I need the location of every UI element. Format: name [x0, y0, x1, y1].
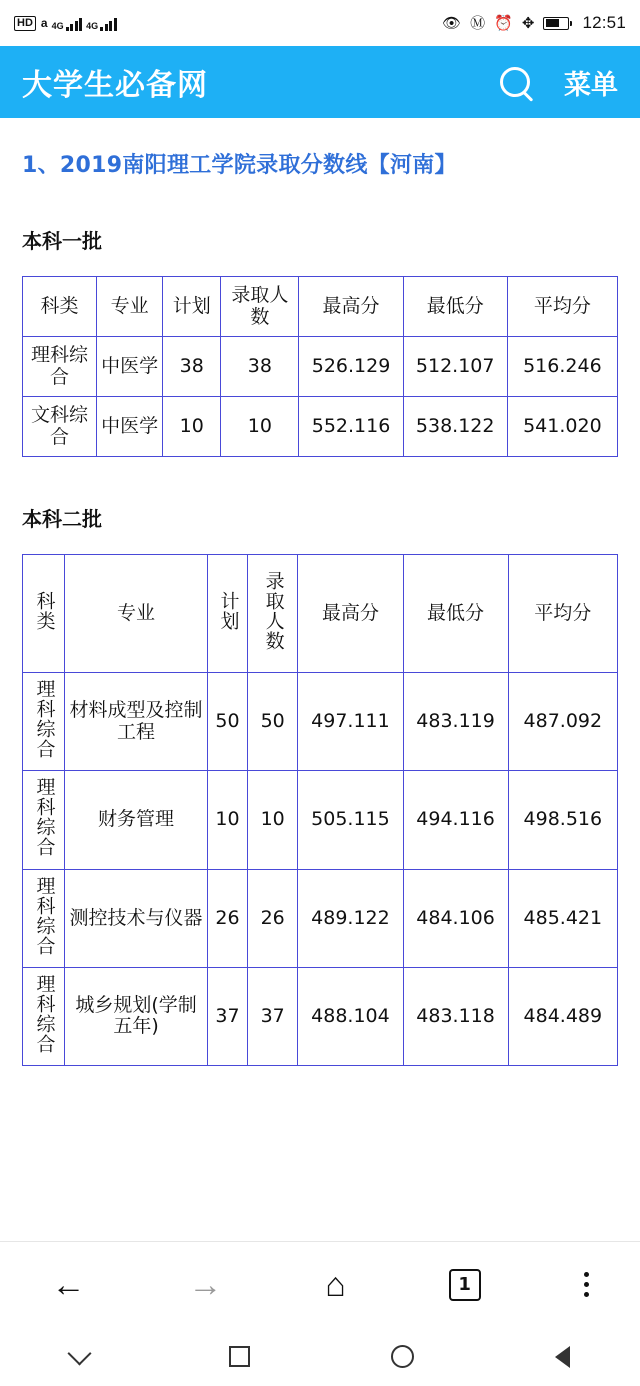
- cell-kelei-text: 理科综合: [33, 679, 56, 759]
- section-title-2: 本科二批: [22, 507, 102, 531]
- square-icon[interactable]: [229, 1346, 250, 1367]
- cell-kelei: [23, 771, 65, 869]
- cell-plan: 10: [163, 397, 221, 457]
- cell-plan: 26: [208, 869, 248, 967]
- scores-table-batch-1: [22, 276, 618, 457]
- cell-admitted: 26: [247, 869, 297, 967]
- alarm-icon: ⏰: [494, 14, 513, 32]
- cell-admitted: 37: [247, 967, 297, 1065]
- th-avg: 平均分: [508, 555, 617, 673]
- cell-avg: 487.092: [508, 673, 617, 771]
- th-avg: 平均分: [507, 277, 617, 337]
- cell-avg: 484.489: [508, 967, 617, 1065]
- arrow-right-icon[interactable]: →: [188, 1265, 223, 1304]
- th-kelei-text: 科类: [33, 590, 56, 631]
- cell-avg: 516.246: [507, 337, 617, 397]
- cell-kelei: 文科综合: [23, 397, 97, 457]
- cell-kelei: [23, 869, 65, 967]
- cell-min: 483.119: [403, 673, 508, 771]
- sim-indicator: a: [40, 16, 48, 30]
- network-type-1: 4G: [51, 20, 64, 31]
- cell-admitted: 38: [221, 337, 299, 397]
- cell-kelei: [23, 673, 65, 771]
- page-scroll-area[interactable]: [0, 46, 640, 1287]
- signal-bars-2: [100, 16, 117, 31]
- status-bar-left: [14, 16, 117, 31]
- page-title: 1、2019南阳理工学院录取分数线【河南】: [22, 153, 457, 178]
- scores-table-batch-2: [22, 554, 618, 1066]
- chevron-down-icon[interactable]: [67, 1341, 91, 1365]
- cell-min: 538.122: [403, 397, 507, 457]
- cell-min: 494.116: [403, 771, 508, 869]
- cell-major: 城乡规划(学制五年): [65, 967, 208, 1065]
- network-type-2: 4G: [86, 20, 99, 31]
- cell-kelei-text: 理科综合: [33, 875, 56, 956]
- menu-button[interactable]: 菜单: [564, 69, 618, 101]
- circle-icon[interactable]: [391, 1345, 414, 1368]
- th-plan: [208, 555, 248, 673]
- cell-min: 512.107: [403, 337, 507, 397]
- cell-major: 中医学: [97, 397, 163, 457]
- cell-admitted: 10: [247, 771, 297, 869]
- cell-max: 505.115: [298, 771, 403, 869]
- section-title-1: 本科一批: [22, 229, 102, 253]
- hd-icon: HD: [14, 16, 36, 31]
- app-header-actions: [500, 63, 618, 102]
- app-header: [0, 46, 640, 118]
- table-row: [23, 967, 618, 1065]
- bluetooth-icon: ✥: [521, 14, 535, 32]
- table-header-row: [23, 277, 618, 337]
- cell-major: 测控技术与仪器: [65, 869, 208, 967]
- th-plan: 计划: [163, 277, 221, 337]
- article-content: [0, 148, 640, 1066]
- cell-kelei-text: 理科综合: [33, 777, 56, 858]
- home-icon[interactable]: ⌂: [325, 1265, 346, 1304]
- cell-major: 财务管理: [65, 771, 208, 869]
- cell-major: 中医学: [97, 337, 163, 397]
- th-max: 最高分: [299, 277, 403, 337]
- nfc-icon: Ⓜ: [470, 14, 486, 32]
- android-nav-bar: [0, 1327, 640, 1386]
- cell-avg: 498.516: [508, 771, 617, 869]
- cell-max: 552.116: [299, 397, 403, 457]
- cell-admitted: 50: [247, 673, 297, 771]
- th-max: 最高分: [298, 555, 403, 673]
- signal-1: [52, 16, 83, 31]
- cell-min: 484.106: [403, 869, 508, 967]
- battery-icon: [543, 17, 569, 30]
- more-vertical-icon[interactable]: [584, 1272, 589, 1297]
- cell-kelei-text: 理科综合: [33, 973, 56, 1054]
- eye-icon: 👁: [442, 14, 462, 32]
- th-major: 专业: [97, 277, 163, 337]
- status-bar: [0, 0, 640, 46]
- triangle-back-icon[interactable]: [555, 1346, 570, 1368]
- cell-kelei: [23, 967, 65, 1065]
- table-row: [23, 673, 618, 771]
- cell-plan: 50: [208, 673, 248, 771]
- status-bar-right: [442, 13, 626, 33]
- cell-max: 526.129: [299, 337, 403, 397]
- table-header-row: [23, 555, 618, 673]
- cell-avg: 541.020: [507, 397, 617, 457]
- tab-count-button[interactable]: 1: [449, 1269, 481, 1301]
- table-row: [23, 397, 618, 457]
- cell-plan: 38: [163, 337, 221, 397]
- th-min: 最低分: [403, 277, 507, 337]
- th-kelei: 科类: [23, 277, 97, 337]
- cell-kelei: 理科综合: [23, 337, 97, 397]
- search-icon[interactable]: [500, 67, 530, 97]
- cell-max: 489.122: [298, 869, 403, 967]
- cell-admitted: 10: [221, 397, 299, 457]
- th-admitted-text: 录取人数: [262, 570, 285, 651]
- cell-min: 483.118: [403, 967, 508, 1065]
- th-admitted: [247, 555, 297, 673]
- cell-max: 497.111: [298, 673, 403, 771]
- th-plan-text: 计划: [217, 590, 240, 631]
- table-row: [23, 771, 618, 869]
- th-kelei: [23, 555, 65, 673]
- table-row: [23, 869, 618, 967]
- arrow-left-icon[interactable]: ←: [51, 1265, 86, 1304]
- signal-bars-1: [66, 16, 83, 31]
- table-row: [23, 337, 618, 397]
- signal-2: [86, 16, 117, 31]
- site-brand[interactable]: 大学生必备网: [22, 68, 208, 103]
- status-clock: 12:51: [582, 13, 626, 32]
- cell-avg: 485.421: [508, 869, 617, 967]
- cell-plan: 37: [208, 967, 248, 1065]
- cell-major: 材料成型及控制工程: [65, 673, 208, 771]
- cell-max: 488.104: [298, 967, 403, 1065]
- cell-plan: 10: [208, 771, 248, 869]
- th-major: 专业: [65, 555, 208, 673]
- th-admitted: 录取人数: [221, 277, 299, 337]
- th-min: 最低分: [403, 555, 508, 673]
- browser-toolbar: [0, 1241, 640, 1327]
